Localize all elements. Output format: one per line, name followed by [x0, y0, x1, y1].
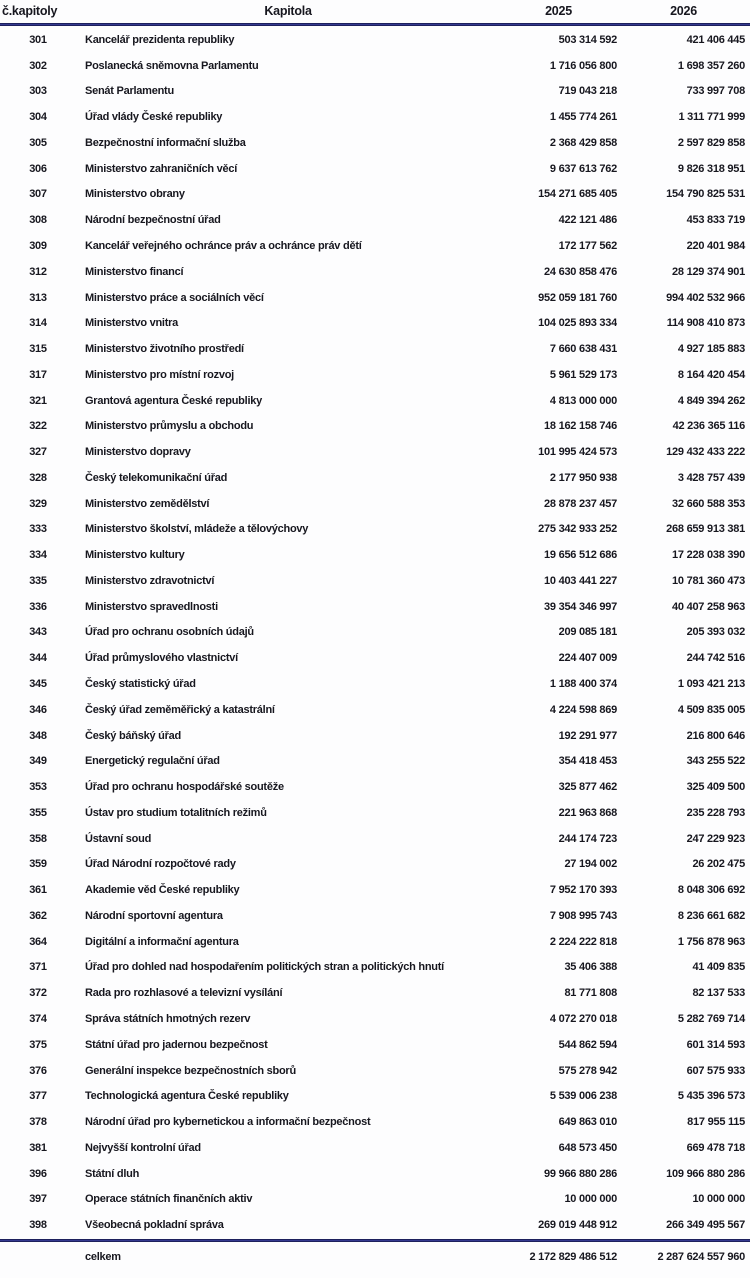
chapter-name: Poslanecká sněmovna Parlamentu	[85, 59, 259, 72]
chapter-number: 322	[29, 420, 47, 433]
table-row	[0, 543, 750, 569]
value-2025: 221 963 868	[558, 806, 617, 819]
chapter-number: 397	[29, 1193, 47, 1206]
chapter-number: 378	[29, 1116, 47, 1129]
value-2026: 607 575 933	[686, 1064, 745, 1077]
table-row	[0, 156, 750, 182]
table-row	[0, 620, 750, 646]
chapter-number: 398	[29, 1219, 47, 1232]
chapter-name: Český báňský úřad	[85, 729, 182, 742]
table-row	[0, 259, 750, 285]
chapter-name: Ministerstvo financí	[85, 265, 184, 278]
table-row	[0, 800, 750, 826]
chapter-name: Všeobecná pokladní správa	[85, 1219, 224, 1232]
chapter-number: 374	[29, 1012, 47, 1025]
chapter-number: 303	[29, 85, 47, 98]
table-row	[0, 775, 750, 801]
chapter-name: Národní bezpečnostní úřad	[85, 214, 221, 227]
value-2026: 41 409 835	[692, 961, 745, 974]
value-2025: 719 043 218	[558, 85, 617, 98]
total-row	[0, 1244, 750, 1270]
value-2025: 1 188 400 374	[549, 678, 617, 691]
chapter-number: 345	[29, 678, 47, 691]
chapter-name: Ministerstvo pro místní rozvoj	[85, 368, 234, 381]
chapter-name: Ministerstvo obrany	[85, 188, 185, 201]
chapter-number: 335	[29, 574, 47, 587]
value-2025: 4 813 000 000	[549, 394, 617, 407]
value-2025: 18 162 158 746	[544, 420, 617, 433]
value-2025: 2 177 950 938	[549, 471, 617, 484]
value-2026: 453 833 719	[686, 214, 745, 227]
chapter-number: 306	[29, 162, 47, 175]
chapter-name: Kancelář veřejného ochránce práv a ochránce práv dětí	[85, 240, 362, 252]
value-2026: 82 137 533	[692, 987, 745, 1000]
chapter-name: Ministerstvo kultury	[85, 549, 185, 562]
total-divider-line	[0, 1239, 750, 1242]
table-row	[0, 131, 750, 157]
chapter-name: Digitální a informační agentura	[85, 935, 239, 948]
chapter-name: Energetický regulační úřad	[85, 755, 220, 768]
table-body	[0, 28, 750, 1239]
table-row	[0, 955, 750, 981]
value-2026: 3 428 757 439	[677, 471, 745, 484]
total-2025: 2 172 829 486 512	[529, 1250, 617, 1263]
value-2025: 1 716 056 800	[549, 59, 617, 72]
header-chapter-number: č.kapitoly	[2, 4, 58, 18]
chapter-number: 314	[29, 317, 47, 330]
value-2026: 235 228 793	[686, 806, 745, 819]
table-row	[0, 1084, 750, 1110]
value-2025: 104 025 893 334	[538, 317, 617, 330]
chapter-number: 307	[29, 188, 47, 201]
value-2026: 42 236 365 116	[672, 420, 745, 433]
table-row	[0, 440, 750, 466]
table-row	[0, 929, 750, 955]
table-row	[0, 414, 750, 440]
table-row	[0, 1161, 750, 1187]
value-2026: 10 781 360 473	[672, 574, 745, 587]
table-row	[0, 852, 750, 878]
chapter-name: Bezpečnostní informační služba	[85, 136, 246, 149]
value-2026: 421 406 445	[686, 33, 745, 46]
chapter-name: Správa státních hmotných rezerv	[85, 1012, 251, 1025]
value-2026: 8 164 420 454	[677, 368, 745, 381]
chapter-name: Úřad Národní rozpočtové rady	[85, 858, 236, 871]
chapter-name: Český statistický úřad	[85, 678, 196, 691]
value-2025: 648 573 450	[558, 1141, 617, 1154]
value-2025: 24 630 858 476	[544, 265, 617, 278]
value-2025: 99 966 880 286	[544, 1167, 617, 1180]
value-2025: 275 342 933 252	[538, 523, 617, 536]
value-2025: 10 000 000	[564, 1193, 617, 1206]
chapter-name: Ministerstvo zahraničních věcí	[85, 162, 238, 175]
value-2025: 224 407 009	[558, 652, 617, 665]
value-2026: 4 927 185 883	[677, 343, 745, 356]
chapter-number: 376	[29, 1064, 47, 1077]
chapter-name: Národní úřad pro kybernetickou a informační bezpečnost	[85, 1116, 371, 1129]
chapter-name: Ústavní soud	[85, 832, 152, 845]
value-2025: 5 539 006 238	[549, 1090, 617, 1103]
table-row	[0, 1110, 750, 1136]
value-2026: 325 409 500	[686, 781, 745, 794]
value-2026: 129 432 433 222	[666, 446, 745, 459]
header-2026: 2026	[670, 4, 697, 18]
chapter-number: 348	[29, 729, 47, 742]
chapter-name: Úřad pro ochranu hospodářské soutěže	[85, 781, 284, 794]
value-2025: 575 278 942	[558, 1064, 617, 1077]
value-2026: 114 908 410 873	[666, 317, 745, 330]
chapter-number: 328	[29, 471, 47, 484]
chapter-number: 321	[29, 394, 47, 407]
value-2026: 8 048 306 692	[677, 884, 745, 897]
value-2025: 10 403 441 227	[544, 574, 617, 587]
chapter-name: Grantová agentura České republiky	[85, 394, 262, 407]
chapter-name: Úřad průmyslového vlastnictví	[85, 652, 238, 665]
chapter-name: Státní dluh	[85, 1167, 140, 1180]
value-2026: 205 393 032	[686, 626, 745, 639]
chapter-number: 372	[29, 987, 47, 1000]
chapter-number: 353	[29, 781, 47, 794]
value-2025: 5 961 529 173	[549, 368, 617, 381]
table-row	[0, 697, 750, 723]
chapter-number: 301	[29, 33, 47, 46]
value-2026: 1 698 357 260	[677, 59, 745, 72]
value-2026: 4 849 394 262	[677, 394, 745, 407]
value-2025: 422 121 486	[558, 214, 617, 227]
table-row	[0, 1187, 750, 1213]
table-row	[0, 672, 750, 698]
chapter-number: 364	[29, 935, 47, 948]
header-divider-line	[0, 23, 750, 26]
chapter-number: 305	[29, 136, 47, 149]
value-2025: 7 908 995 743	[549, 909, 617, 922]
chapter-name: Ministerstvo práce a sociálních věcí	[85, 291, 264, 304]
table-row	[0, 466, 750, 492]
table-row	[0, 388, 750, 414]
chapter-number: 377	[29, 1090, 47, 1103]
value-2026: 2 597 829 858	[677, 136, 745, 149]
value-2026: 216 800 646	[686, 729, 745, 742]
table-row	[0, 234, 750, 260]
chapter-number: 336	[29, 600, 47, 613]
value-2025: 269 019 448 912	[538, 1219, 617, 1232]
header-2025: 2025	[545, 4, 572, 18]
value-2025: 325 877 462	[558, 781, 617, 794]
chapter-number: 309	[29, 240, 47, 252]
chapter-number: 358	[29, 832, 47, 845]
chapter-name: Operace státních finančních aktiv	[85, 1193, 253, 1206]
chapter-number: 317	[29, 368, 47, 381]
value-2026: 220 401 984	[686, 240, 745, 252]
table-row	[0, 105, 750, 131]
value-2026: 266 349 495 567	[666, 1219, 745, 1232]
value-2026: 5 282 769 714	[677, 1012, 745, 1025]
chapter-name: Ministerstvo dopravy	[85, 446, 191, 459]
value-2025: 354 418 453	[558, 755, 617, 768]
chapter-name: Ministerstvo spravedlnosti	[85, 600, 218, 613]
table-row	[0, 285, 750, 311]
value-2025: 4 072 270 018	[549, 1012, 617, 1025]
table-row	[0, 1135, 750, 1161]
value-2025: 7 952 170 393	[549, 884, 617, 897]
value-2025: 172 177 562	[558, 240, 617, 252]
value-2026: 733 997 708	[686, 85, 745, 98]
chapter-name: Technologická agentura České republiky	[85, 1090, 289, 1103]
chapter-number: 346	[29, 703, 47, 716]
value-2025: 2 368 429 858	[549, 136, 617, 149]
table-row	[0, 208, 750, 234]
table-row	[0, 981, 750, 1007]
table-row	[0, 594, 750, 620]
value-2026: 5 435 396 573	[677, 1090, 745, 1103]
value-2025: 35 406 388	[564, 961, 617, 974]
chapter-number: 333	[29, 523, 47, 536]
value-2026: 247 229 923	[686, 832, 745, 845]
chapter-number: 396	[29, 1167, 47, 1180]
chapter-name: Český telekomunikační úřad	[85, 471, 228, 484]
chapter-name: Národní sportovní agentura	[85, 909, 223, 922]
table-row	[0, 337, 750, 363]
chapter-name: Úřad pro ochranu osobních údajů	[85, 626, 254, 639]
value-2025: 2 224 222 818	[549, 935, 617, 948]
chapter-number: 334	[29, 549, 47, 562]
value-2025: 154 271 685 405	[538, 188, 617, 201]
value-2025: 9 637 613 762	[549, 162, 617, 175]
total-label: celkem	[85, 1250, 121, 1263]
chapter-number: 315	[29, 343, 47, 356]
chapter-name: Kancelář prezidenta republiky	[85, 33, 235, 46]
value-2025: 952 059 181 760	[538, 291, 617, 304]
chapter-number: 329	[29, 497, 47, 510]
chapter-name: Ministerstvo školství, mládeže a tělovýchovy	[85, 523, 309, 536]
table-row	[0, 904, 750, 930]
chapter-number: 308	[29, 214, 47, 227]
chapter-name: Nejvyšší kontrolní úřad	[85, 1141, 201, 1154]
chapter-name: Ústav pro studium totalitních režimů	[85, 806, 267, 819]
header-row	[0, 0, 750, 22]
value-2025: 39 354 346 997	[544, 600, 617, 613]
chapter-number: 312	[29, 265, 47, 278]
table-row	[0, 749, 750, 775]
value-2026: 994 402 532 966	[666, 291, 745, 304]
table-row	[0, 1007, 750, 1033]
value-2026: 4 509 835 005	[677, 703, 745, 716]
chapter-number: 371	[29, 961, 47, 974]
value-2025: 544 862 594	[558, 1038, 617, 1051]
chapter-number: 327	[29, 446, 47, 459]
value-2026: 10 000 000	[692, 1193, 745, 1206]
value-2025: 19 656 512 686	[544, 549, 617, 562]
value-2025: 101 995 424 573	[538, 446, 617, 459]
value-2025: 209 085 181	[558, 626, 617, 639]
table-row	[0, 362, 750, 388]
value-2026: 109 966 880 286	[666, 1167, 745, 1180]
chapter-number: 359	[29, 858, 47, 871]
value-2025: 1 455 774 261	[549, 111, 617, 124]
table-row	[0, 569, 750, 595]
chapter-name: Úřad vlády České republiky	[85, 111, 223, 124]
chapter-name: Ministerstvo zdravotnictví	[85, 574, 215, 587]
chapter-name: Ministerstvo životního prostředí	[85, 343, 244, 356]
chapter-number: 304	[29, 111, 47, 124]
value-2025: 28 878 237 457	[544, 497, 617, 510]
value-2026: 1 311 771 999	[678, 111, 745, 124]
table-row	[0, 723, 750, 749]
value-2025: 7 660 638 431	[549, 343, 617, 356]
table-row	[0, 53, 750, 79]
total-2026: 2 287 624 557 960	[657, 1250, 745, 1263]
value-2026: 8 236 661 682	[677, 909, 745, 922]
table-row	[0, 491, 750, 517]
value-2026: 1 093 421 213	[677, 678, 745, 691]
chapter-number: 343	[29, 626, 47, 639]
table-row	[0, 1032, 750, 1058]
value-2026: 244 742 516	[686, 652, 745, 665]
chapter-name: Úřad pro dohled nad hospodařením politických stran a politických hnutí	[85, 961, 444, 974]
chapter-name: Generální inspekce bezpečnostních sborů	[85, 1064, 296, 1077]
chapter-name: Ministerstvo zemědělství	[85, 497, 210, 510]
chapter-number: 355	[29, 806, 47, 819]
chapter-number: 361	[29, 884, 47, 897]
value-2025: 503 314 592	[558, 33, 617, 46]
chapter-name: Ministerstvo průmyslu a obchodu	[85, 420, 254, 433]
chapter-number: 375	[29, 1038, 47, 1051]
chapter-number: 302	[29, 59, 47, 72]
value-2026: 28 129 374 901	[672, 265, 745, 278]
table-row	[0, 79, 750, 105]
chapter-name: Akademie věd České republiky	[85, 884, 240, 897]
value-2026: 669 478 718	[686, 1141, 745, 1154]
value-2026: 32 660 588 353	[672, 497, 745, 510]
table-row	[0, 28, 750, 54]
chapter-name: Český úřad zeměměřický a katastrální	[85, 703, 275, 716]
value-2026: 268 659 913 381	[666, 523, 745, 536]
chapter-number: 344	[29, 652, 47, 665]
value-2026: 40 407 258 963	[672, 600, 745, 613]
value-2026: 154 790 825 531	[666, 188, 745, 201]
chapter-number: 381	[29, 1141, 47, 1154]
table-row	[0, 311, 750, 337]
chapter-number: 313	[29, 291, 47, 304]
value-2026: 601 314 593	[686, 1038, 745, 1051]
value-2026: 817 955 115	[687, 1116, 745, 1129]
table-row	[0, 182, 750, 208]
table-row	[0, 646, 750, 672]
chapter-number: 362	[29, 909, 47, 922]
chapter-name: Státní úřad pro jadernou bezpečnost	[85, 1038, 268, 1051]
table-row	[0, 517, 750, 543]
value-2025: 27 194 002	[564, 858, 617, 871]
value-2026: 26 202 475	[692, 858, 745, 871]
value-2025: 192 291 977	[558, 729, 617, 742]
chapter-number: 349	[29, 755, 47, 768]
table-row	[0, 1213, 750, 1239]
table-row	[0, 1058, 750, 1084]
value-2026: 17 228 038 390	[672, 549, 745, 562]
table-row	[0, 878, 750, 904]
total-empty-cell	[0, 1244, 76, 1270]
value-2025: 244 174 723	[558, 832, 617, 845]
chapter-name: Ministerstvo vnitra	[85, 317, 179, 330]
value-2025: 81 771 808	[564, 987, 617, 1000]
value-2026: 1 756 878 963	[677, 935, 745, 948]
value-2025: 4 224 598 869	[549, 703, 617, 716]
value-2026: 343 255 522	[686, 755, 745, 768]
value-2025: 649 863 010	[558, 1116, 617, 1129]
header-chapter-name: Kapitola	[264, 4, 312, 18]
chapter-name: Rada pro rozhlasové a televizní vysílání	[85, 987, 283, 1000]
value-2026: 9 826 318 951	[677, 162, 745, 175]
chapter-name: Senát Parlamentu	[85, 85, 174, 98]
table-row	[0, 826, 750, 852]
